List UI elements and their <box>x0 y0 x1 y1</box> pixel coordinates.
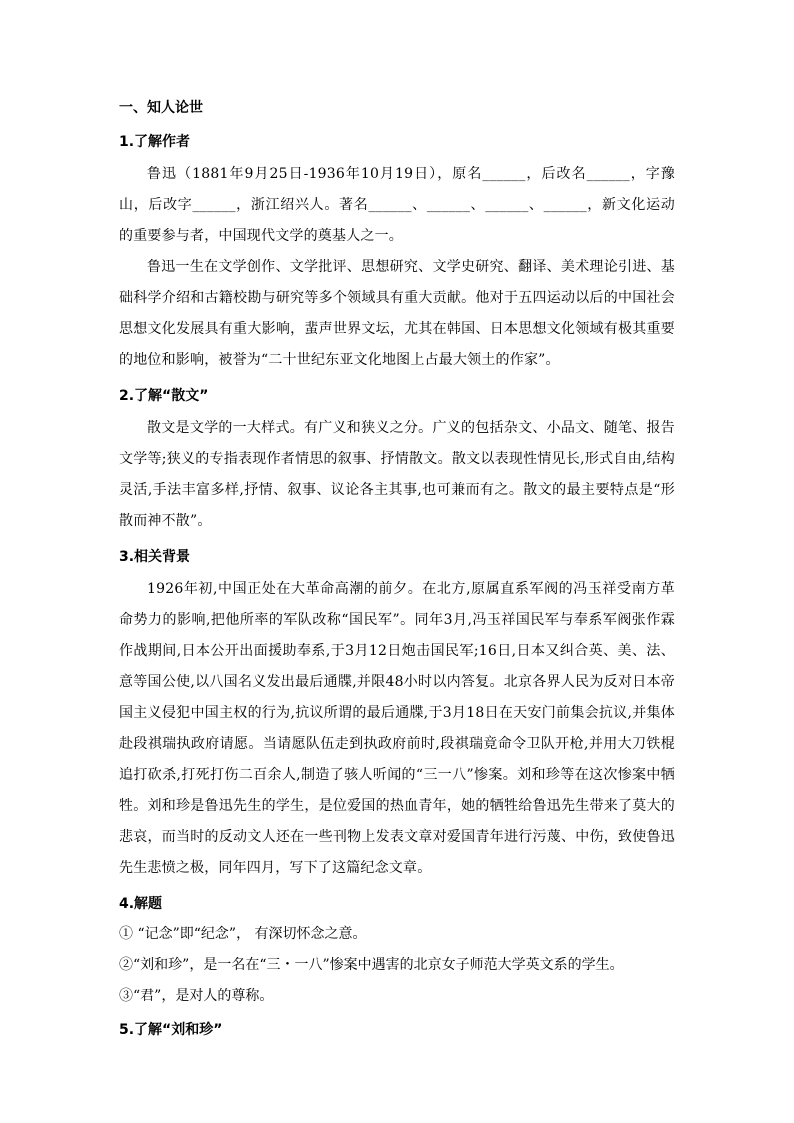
section-heading: 一、知人论世 <box>119 100 203 116</box>
author-paragraph-1: 鲁迅（1881年9月25日-1936年10月19日），原名______，后改名______，字豫山，后改字______，浙江绍兴人。著名______、______、______、______，新文化运动的重要参与者，中国现代文学的奠基人之一。 <box>119 166 675 244</box>
subheading-prose: 2.了解“散文” <box>119 388 209 404</box>
subheading-author: 1.了解作者 <box>119 134 191 150</box>
author-paragraph-2: 鲁迅一生在文学创作、文学批评、思想研究、文学史研究、翻译、美术理论引进、基础科学介绍和古籍校勘与研究等多个领域具有重大贡献。他对于五四运动以后的中国社会思想文化发展具有重大影响，蜚声世界文坛，尤其在韩国、日本思想文化领域有极其重要的地位和影响，被誉为“二十世纪东亚文化地图上占最大领土的作家”。 <box>119 259 675 368</box>
background-paragraph: 1926年初,中国正处在大革命高潮的前夕。在北方,原属直系军阀的冯玉祥受南方革命势力的影响,把他所率的军队改称“国民军”。同年3月,冯玉祥国民军与奉系军阀张作霖作战期间,日本公开出面援助奉系,于3月12日炮击国民军;16日,日本又纠合英、美、法、意等国公使,以八国名义发出最后通牒,并限48小时以内答复。北京各界人民为反对日本帝国主义侵犯中国主权的行为,抗议所谓的最后通牒,于3月18日在天安门前集会抗议,并集体赴段祺瑞执政府请愿。当请愿队伍走到执政府前时,段祺瑞竟命令卫队开枪,并用大刀铁棍追打砍杀,打死打伤二百余人,制造了骇人听闻的“三一八”惨案。刘和珍等在这次惨案中牺牲。刘和珍是鲁迅先生的学生，是位爱国的热血青年，她的牺牲给鲁迅先生带来了莫大的悲哀，而当时的反动文人还在一些刊物上发表文章对爱国青年进行污蔑、中伤，致使鲁迅先生悲愤之极，同年四月，写下了这篇纪念文章。 <box>119 581 675 876</box>
subheading-liu-hezhen: 5.了解“刘和珍” <box>119 1022 223 1038</box>
list-item: ① “记念”即“纪念”， 有深切怀念之意。 <box>119 926 367 942</box>
subheading-background: 3.相关背景 <box>119 549 191 565</box>
list-item: ③“君”，是对人的尊称。 <box>119 988 274 1004</box>
prose-paragraph: 散文是文学的一大样式。有广义和狭义之分。广义的包括杂文、小品文、随笔、报告文学等;狭义的专指表现作者情思的叙事、抒情散文。散文以表现性情见长,形式自由,结构灵活,手法丰富多样,抒情、叙事、议论各主其事,也可兼而有之。散文的最主要特点是“形散而神不散”。 <box>119 420 675 529</box>
subheading-title-explanation: 4.解题 <box>119 896 163 912</box>
document-content <box>119 98 675 1040</box>
list-item: ②“刘和珍”，是一名在“三・一八”惨案中遇害的北京女子师范大学英文系的学生。 <box>119 957 624 973</box>
